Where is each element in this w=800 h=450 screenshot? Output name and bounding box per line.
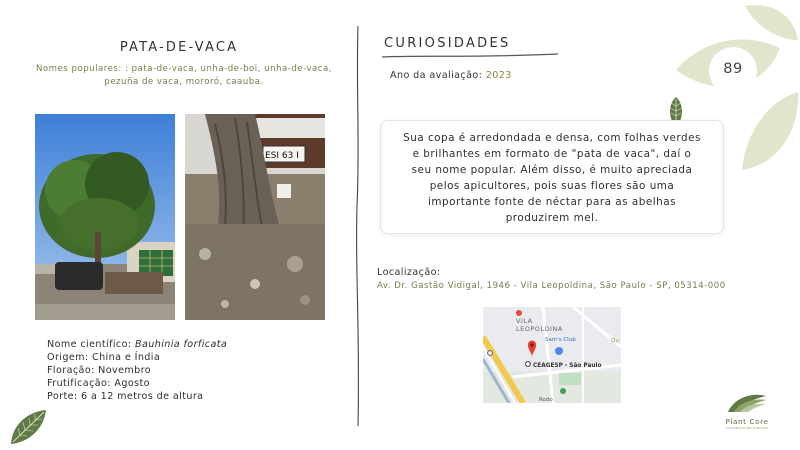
evaluation-year-value: 2023: [485, 70, 512, 81]
map-district-line1: VILA: [516, 317, 533, 325]
fact-flowering: Floração: Novembro: [47, 364, 152, 376]
plant-facts: [47, 339, 227, 404]
fact-fruiting: Frutificação: Agosto: [47, 377, 150, 389]
curiosity-text: Sua copa é arredondada e densa, com folhas verdes e brilhantes em formato de "pata de vaca", daí o seu nome popular. Além disso, é muito apreciada pelos apicultores, pois suas flores são uma importante fonte de néctar para as abelhas produzirem mel.: [403, 132, 701, 224]
popular-names: Nomes populares: : pata-de-vaca, unha-de-boi, unha-de-vaca, pezuña de vaca, mororó, caauba.: [35, 64, 333, 87]
curiosities-heading: CURIOSIDADES: [384, 36, 511, 51]
svg-text:ESI 63 I: ESI 63 I: [265, 151, 299, 161]
map-poi-store: Sam's Club: [545, 337, 576, 343]
heading-underline: [380, 52, 560, 60]
curiosity-card: [380, 120, 724, 234]
logo-tagline: curadoria de plantas: [725, 426, 769, 430]
tree-photo: [35, 114, 175, 320]
fact-size: Porte: 6 a 12 metros de altura: [47, 390, 204, 402]
logo-name: Plant Core: [725, 417, 769, 426]
fact-scientific-name: Nome científico: Bauhinia forficata: [47, 339, 228, 350]
evaluation-year: Ano da avaliação: 2023: [390, 70, 512, 81]
leaf-icon-bottom-left: [8, 408, 48, 446]
scientific-name-value: Bauhinia forficata: [134, 339, 228, 350]
location-map[interactable]: [483, 307, 621, 403]
map-poi-pin: CEAGESP - São Paulo: [533, 363, 602, 369]
column-divider: [353, 26, 363, 426]
plant-title: PATA-DE-VACA: [119, 40, 239, 55]
trunk-photo: [185, 114, 325, 320]
location-label: Localização:: [377, 267, 441, 278]
map-road-label: Rodo: [539, 397, 553, 403]
map-edge-text: Qu: [611, 338, 619, 344]
fact-origin: Origem: China e Índia: [47, 351, 161, 363]
plant-core-logo-icon: [726, 392, 768, 414]
page-number: 89: [723, 61, 743, 77]
map-district-line2: LEOPOLDINA: [516, 325, 563, 333]
location-address: Av. Dr. Gastão Vidigal, 1946 - Vila Leopoldina, São Paulo - SP, 05314-000: [377, 281, 726, 291]
